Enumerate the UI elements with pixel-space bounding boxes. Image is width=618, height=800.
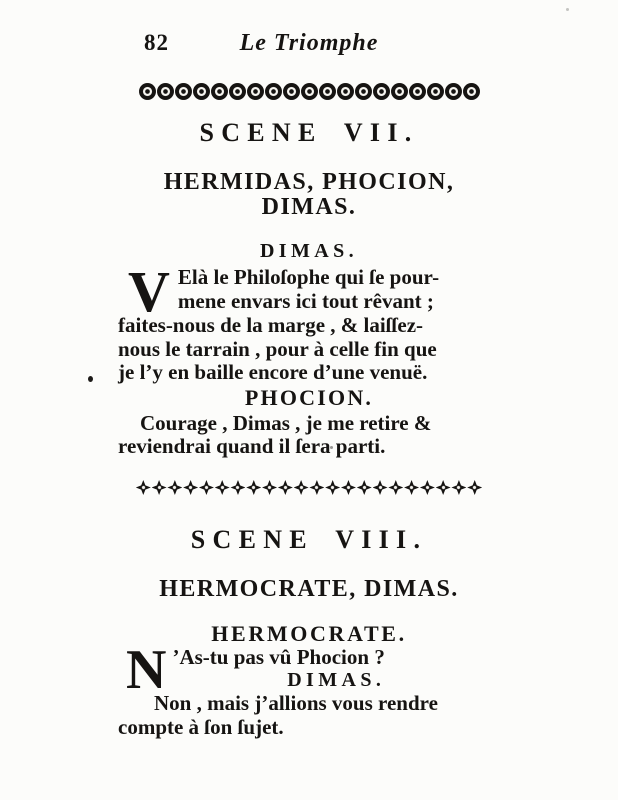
speech-line: reviendrai quand il ſera parti. — [118, 434, 386, 458]
rosette-ornament-icon — [157, 83, 174, 100]
rosette-ornament-icon — [139, 83, 156, 100]
fleuron-ornament-icon — [451, 480, 466, 495]
rosette-ornament-icon — [265, 83, 282, 100]
fleuron-ornament-icon — [341, 480, 356, 495]
rosette-ornament-icon — [175, 83, 192, 100]
fleuron-ornament-icon — [436, 480, 451, 495]
rosette-ornament-icon — [373, 83, 390, 100]
fleuron-ornament-icon — [215, 480, 230, 495]
rosette-ornament-icon — [427, 83, 444, 100]
speaker-hermocrate: HERMOCRATE. — [211, 620, 407, 646]
speech-line: Courage , Dimas , je me retire & — [140, 410, 432, 435]
scene-viii — [118, 524, 500, 740]
rosette-ornament-icon — [247, 83, 264, 100]
fleuron-ornament-icon — [294, 480, 309, 495]
rosette-ornament-icon — [229, 83, 246, 100]
speech-line: nous le tarrain , pour à celle fin que — [118, 336, 437, 361]
characters-line: DIMAS. — [261, 194, 357, 220]
fleuron-ornament-icon — [373, 480, 388, 495]
scene-viii-characters — [118, 577, 500, 602]
speech-line: Elà le Philoſophe qui ſe pour- — [177, 265, 440, 289]
fleuron-ornament-icon — [230, 480, 245, 495]
fleuron-ornament-icon — [420, 480, 435, 495]
rosette-ornament-icon — [211, 83, 228, 100]
speech-line: compte à ſon ſujet. — [118, 714, 284, 739]
scene-vii-characters — [118, 170, 500, 220]
running-head — [118, 30, 500, 58]
rosette-ornament-icon — [355, 83, 372, 100]
scene-vii — [118, 120, 500, 459]
speech-line: faites-nous de la marge , & laiſſez- — [118, 313, 424, 337]
page-number: 82 — [144, 30, 169, 55]
dimas-speech — [118, 259, 500, 385]
fleuron-ornament-icon — [357, 480, 372, 495]
drop-cap-n: N — [126, 638, 167, 701]
phocion-speech — [118, 412, 500, 459]
fleuron-ornament-icon — [309, 480, 324, 495]
speaker-dimas-2: DIMAS. — [287, 669, 386, 691]
speech-line: mene envars ici tout rêvant ; — [177, 288, 434, 313]
characters-line: HERMIDAS, PHOCION, — [163, 169, 455, 195]
speech-line: ’As-tu pas vû Phocion ? — [172, 644, 385, 669]
rosette-ornament-icon — [391, 83, 408, 100]
fleuron-ornament-icon — [246, 480, 261, 495]
ink-speck — [566, 8, 569, 11]
speech-line: Non , mais j’allions vous rendre — [154, 691, 438, 715]
fleuron-ornament-icon — [152, 480, 167, 495]
speaker-dimas: DIMAS. — [259, 240, 359, 262]
scene-vii-heading: SCENE VII. — [199, 118, 419, 147]
fleuron-ornament-icon — [404, 480, 419, 495]
text-column — [118, 0, 500, 739]
speaker-phocion: PHOCION. — [244, 384, 374, 410]
rosette-ornament-icon — [301, 83, 318, 100]
fleuron-ornament-icon — [136, 480, 151, 495]
rosette-ornament-band — [118, 80, 500, 102]
rosette-ornament-icon — [193, 83, 210, 100]
fleuron-ornament-icon — [325, 480, 340, 495]
rosette-ornament-icon — [445, 83, 462, 100]
rosette-ornament-icon — [283, 83, 300, 100]
fleuron-ornament-icon — [388, 480, 403, 495]
fleuron-ornament-icon — [278, 480, 293, 495]
drop-cap-v: V — [128, 259, 170, 324]
hermocrate-speech — [118, 638, 500, 740]
rosette-ornament-icon — [337, 83, 354, 100]
running-title: Le Triomphe — [239, 30, 379, 56]
scene-viii-heading: SCENE VIII. — [190, 524, 428, 554]
fleuron-ornament-icon — [467, 480, 482, 495]
ink-speck — [88, 376, 93, 382]
fleuron-ornament-icon — [167, 480, 182, 495]
rosette-ornament-icon — [319, 83, 336, 100]
fleuron-ornament-icon — [199, 480, 214, 495]
speech-line: je l’y en baille encore d’une venuë. — [118, 360, 428, 384]
fleuron-ornament-band — [118, 477, 500, 499]
fleuron-ornament-icon — [262, 480, 277, 495]
characters-line: HERMOCRATE, DIMAS. — [159, 575, 459, 602]
rosette-ornament-icon — [409, 83, 426, 100]
rosette-ornament-icon — [463, 83, 480, 100]
fleuron-ornament-icon — [183, 480, 198, 495]
